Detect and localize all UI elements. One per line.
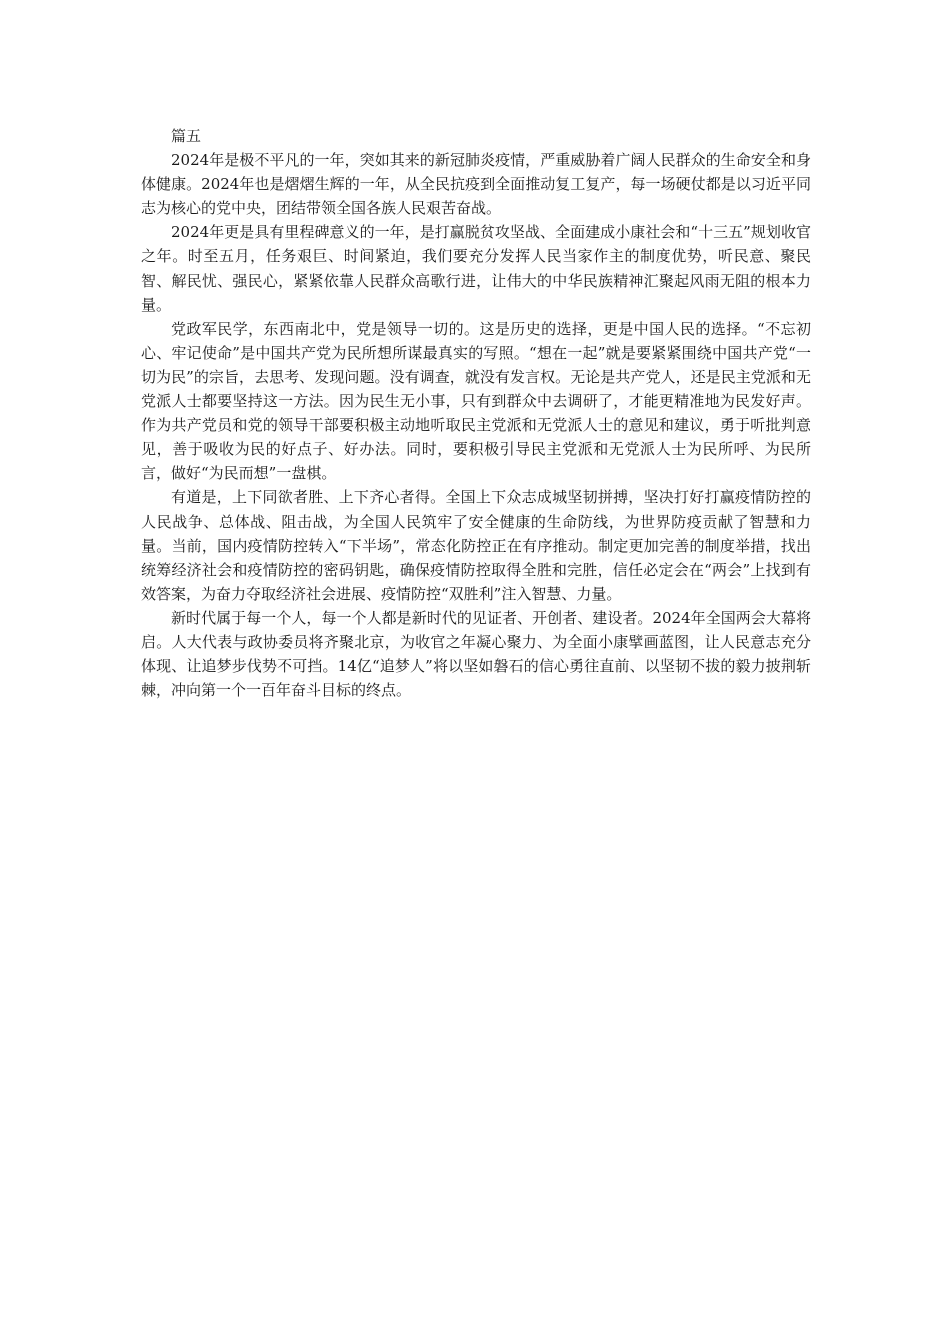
paragraph-2: 2024年更是具有里程碑意义的一年，是打赢脱贫攻坚战、全面建成小康社会和“十三五”规划收官之年。时至五月，任务艰巨、时间紧迫，我们要充分发挥人民当家作主的制度优势，听民意、聚民智、解民忧、强民心，紧紧依靠人民群众高歌行进，让伟大的中华民族精神汇聚起风雨无阻的根本力量。: [141, 223, 811, 314]
paragraph-3: 党政军民学，东西南北中，党是领导一切的。这是历史的选择，更是中国人民的选择。“不忘初心、牢记使命”是中国共产党为民所想所谋最真实的写照。“想在一起”就是要紧紧围绕中国共产党“一切为民”的宗旨，去思考、发现问题。没有调查，就没有发言权。无论是共产党人，还是民主党派和无党派人士都要坚持这一方法。因为民生无小事，只有到群众中去调研了，才能更精准地为民发好声。作为共产党员和党的领导干部要积极主动地听取民主党派和无党派人士的意见和建议，勇于听批判意见，善于吸收为民的好点子、好办法。同时，要积极引导民主党派和无党派人士为民所呼、为民所言，做好“为民而想”一盘棋。: [141, 319, 811, 483]
paragraph-1: 2024年是极不平凡的一年，突如其来的新冠肺炎疫情，严重威胁着广阔人民群众的生命安全和身体健康。2024年也是熠熠生辉的一年，从全民抗疫到全面推动复工复产，每一场硬仗都是以习近平同志为核心的党中央，团结带领全国各族人民艰苦奋战。: [141, 151, 811, 218]
document-body: [141, 124, 811, 702]
paragraph-4: 有道是，上下同欲者胜、上下齐心者得。全国上下众志成城坚韧拼搏，坚决打好打赢疫情防控的人民战争、总体战、阻击战，为全国人民筑牢了安全健康的生命防线，为世界防疫贡献了智慧和力量。当前，国内疫情防控转入“下半场”，常态化防控正在有序推动。制定更加完善的制度举措，找出统筹经济社会和疫情防控的密码钥匙，确保疫情防控取得全胜和完胜，信任必定会在“两会”上找到有效答案，为奋力夺取经济社会进展、疫情防控“双胜利”注入智慧、力量。: [141, 488, 811, 603]
section-heading: 篇五: [171, 127, 202, 145]
paragraph-5: 新时代属于每一个人，每一个人都是新时代的见证者、开创者、建设者。2024年全国两会大幕将启。人大代表与政协委员将齐聚北京，为收官之年凝心聚力、为全面小康擘画蓝图，让人民意志充分体现、让追梦步伐势不可挡。14亿“追梦人”将以坚如磐石的信心勇往直前、以坚韧不拔的毅力披荆斩棘，冲向第一个一百年奋斗目标的终点。: [141, 608, 811, 700]
